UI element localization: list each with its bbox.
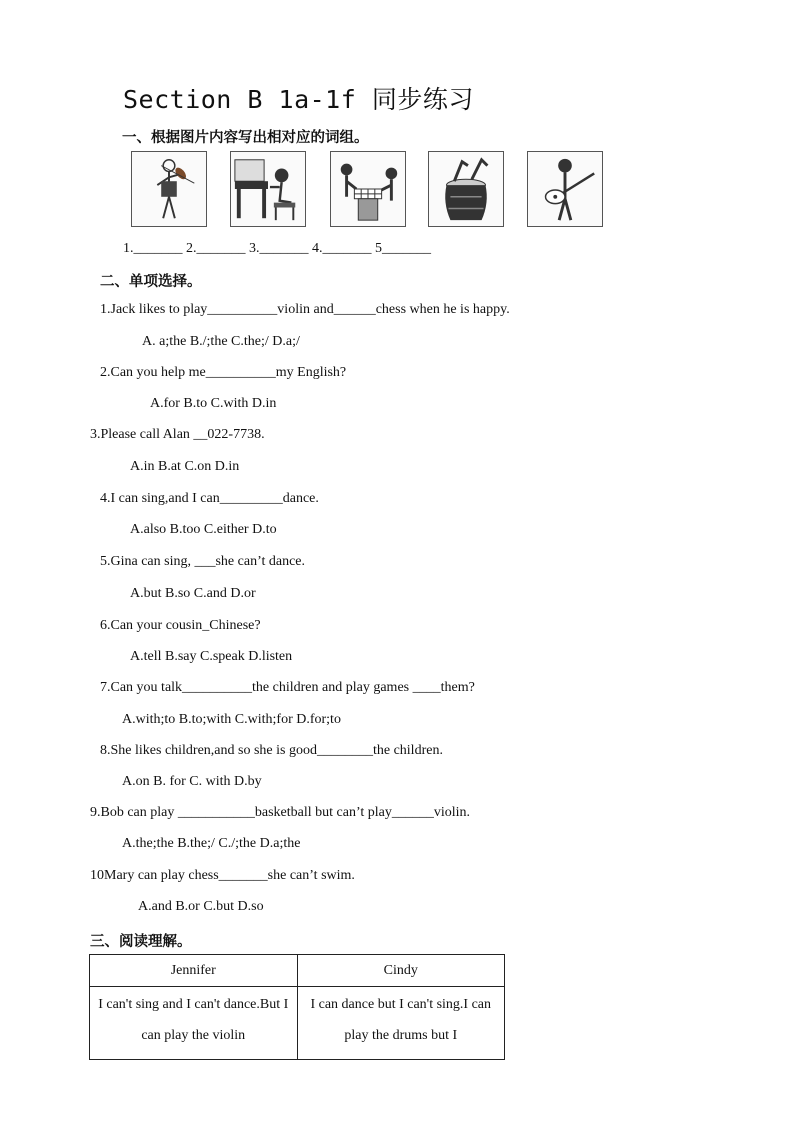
question-1-options: A. a;the B./;the C.the;/ D.a;/ — [142, 334, 300, 349]
question-3: 3.Please call Alan __022-7738. — [90, 427, 265, 442]
question-1: 1.Jack likes to play__________violin and______chess when he is happy. — [100, 302, 510, 317]
question-9: 9.Bob can play ___________basketball but can’t play______violin. — [90, 805, 471, 820]
chess-players-icon — [330, 151, 406, 227]
part2-heading: 二、单项选择。 — [100, 274, 202, 290]
question-6: 6.Can your cousin_Chinese? — [100, 618, 261, 633]
violin-player-icon — [131, 151, 207, 227]
question-6-options: A.tell B.say C.speak D.listen — [130, 649, 293, 664]
page-title: Section B 1a-1f 同步练习 — [123, 85, 474, 114]
table-cell-cindy: I can dance but I can't sing.I can play the drums but I — [297, 987, 505, 1060]
question-3-options: A.in B.at C.on D.in — [130, 459, 240, 474]
question-7-options: A.with;to B.to;with C.with;for D.for;to — [122, 712, 341, 727]
question-4: 4.I can sing,and I can_________dance. — [100, 491, 319, 506]
reading-table — [89, 954, 505, 1060]
guitar-player-icon — [527, 151, 603, 227]
part3-heading: 三、阅读理解。 — [90, 934, 192, 950]
table-header-row — [90, 955, 505, 987]
table-row — [90, 987, 505, 1060]
question-7: 7.Can you talk__________the children and play games ____them? — [100, 680, 475, 695]
question-8: 8.She likes children,and so she is good________the children. — [100, 743, 443, 758]
part1-heading: 一、根据图片内容写出相对应的词组。 — [122, 130, 369, 146]
table-cell-jennifer: I can't sing and I can't dance.But I can play the violin — [90, 987, 298, 1060]
question-9-options: A.the;the B.the;/ C./;the D.a;the — [122, 836, 301, 851]
column-header-jennifer: Jennifer — [90, 955, 298, 987]
question-2-options: A.for B.to C.with D.in — [150, 396, 277, 411]
question-10: 10Mary can play chess_______she can’t swim. — [90, 868, 355, 883]
question-2: 2.Can you help me__________my English? — [100, 365, 347, 380]
column-header-cindy: Cindy — [297, 955, 505, 987]
question-8-options: A.on B. for C. with D.by — [122, 774, 262, 789]
question-5-options: A.but B.so C.and D.or — [130, 586, 256, 601]
question-4-options: A.also B.too C.either D.to — [130, 522, 277, 537]
drum-icon — [428, 151, 504, 227]
question-10-options: A.and B.or C.but D.so — [138, 899, 264, 914]
piano-player-icon — [230, 151, 306, 227]
question-5: 5.Gina can sing, ___she can’t dance. — [100, 554, 306, 569]
part1-answer-blanks: 1._______ 2._______ 3._______ 4._______ 5_______ — [123, 241, 431, 256]
